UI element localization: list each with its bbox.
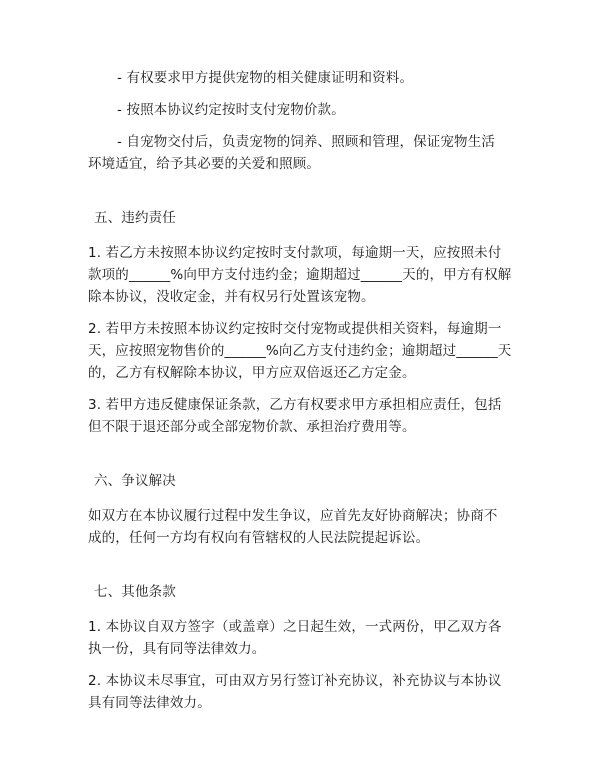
other-clause-2-line2: 具有同等法律效力。: [88, 695, 211, 711]
breach-clause-3-line2: 但不限于退还部分或全部宠物价款、承担治疗费用等。: [88, 419, 416, 435]
section-six-title: 六、争议解决: [94, 473, 176, 489]
rights-item-payment: - 按照本协议约定按时支付宠物价款。: [117, 102, 345, 118]
breach-clause-3-line1: 3. 若甲方违反健康保证条款，乙方有权要求甲方承担相应责任，包括: [88, 397, 502, 413]
rights-item-health-certificate: - 有权要求甲方提供宠物的相关健康证明和资料。: [117, 70, 414, 86]
breach-clause-2-line2: 天，应按照宠物售价的______%向乙方支付违约金；逾期超过______天: [88, 343, 512, 359]
dispute-paragraph-line1: 如双方在本协议履行过程中发生争议，应首先友好协商解决；协商不: [88, 508, 498, 524]
dispute-paragraph-line2: 成的，任何一方均有权向有管辖权的人民法院提起诉讼。: [88, 530, 430, 546]
other-clause-1-line1: 1. 本协议自双方签字（或盖章）之日起生效，一式两份，甲乙双方各: [88, 619, 502, 635]
rights-item-care-line1: - 自宠物交付后，负责宠物的饲养、照顾和管理，保证宠物生活: [117, 134, 496, 150]
breach-clause-1-line2: 款项的______%向甲方支付违约金；逾期超过______天的，甲方有权解: [88, 267, 512, 283]
section-five-title: 五、违约责任: [94, 210, 176, 226]
breach-clause-1-line1: 1. 若乙方未按照本协议约定按时支付款项，每逾期一天，应按照未付: [88, 245, 502, 261]
other-clause-2-line1: 2. 本协议未尽事宜，可由双方另行签订补充协议，补充协议与本协议: [88, 673, 502, 689]
breach-clause-1-line3: 除本协议，没收定金，并有权另行处置该宠物。: [88, 289, 375, 305]
breach-clause-2-line1: 2. 若甲方未按照本协议约定按时交付宠物或提供相关资料，每逾期一: [88, 321, 502, 337]
rights-item-care-line2: 环境适宜，给予其必要的关爱和照顾。: [88, 156, 321, 172]
section-seven-title: 七、其他条款: [94, 584, 176, 600]
breach-clause-2-line3: 的，乙方有权解除本协议，甲方应双倍返还乙方定金。: [88, 365, 416, 381]
other-clause-1-line2: 执一份，具有同等法律效力。: [88, 641, 266, 657]
